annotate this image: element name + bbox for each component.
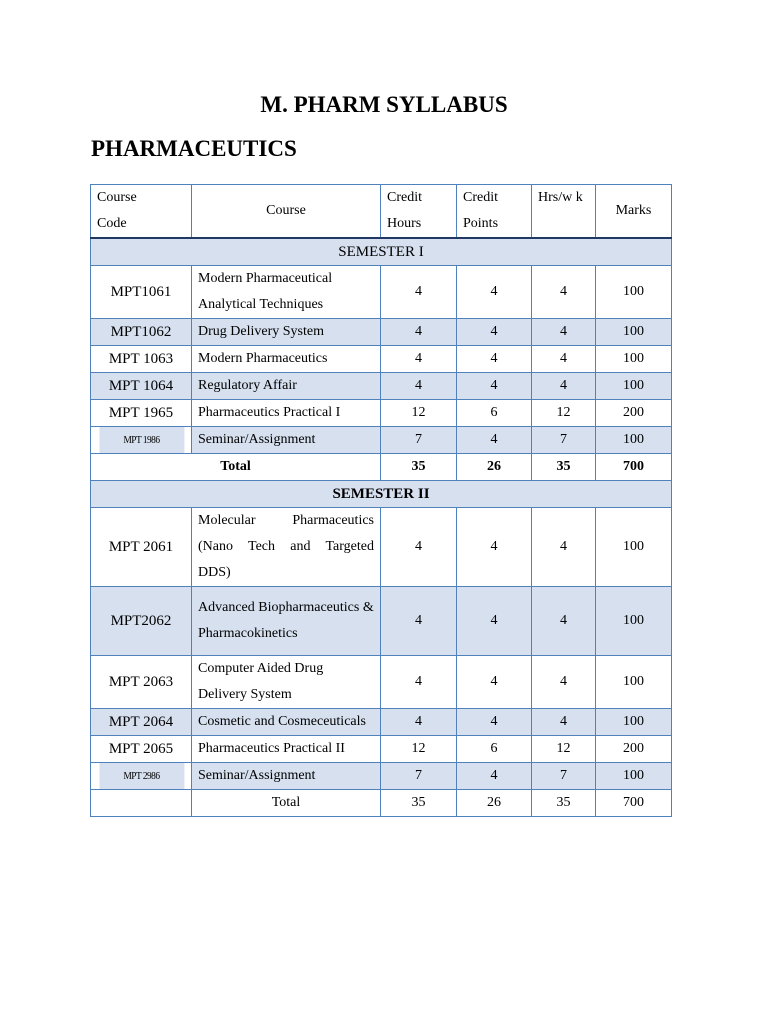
course-code: MPT1062 — [91, 319, 192, 346]
marks: 100 — [596, 319, 672, 346]
marks: 100 — [596, 763, 672, 790]
course-code: MPT2062 — [91, 587, 192, 656]
course-name: Pharmaceutics Practical I — [192, 400, 381, 427]
header-course: Course — [192, 185, 381, 239]
hrs-wk: 4 — [532, 319, 596, 346]
course-name: Molecular Pharmaceutics (Nano Tech and Targeted DDS) — [192, 508, 381, 587]
header-course-code: Course Code — [91, 185, 192, 239]
table-header-row — [91, 185, 672, 239]
total-credit-points: 26 — [457, 454, 532, 481]
marks: 200 — [596, 400, 672, 427]
hrs-wk: 4 — [532, 373, 596, 400]
course-name: Cosmetic and Cosmeceuticals — [192, 709, 381, 736]
credit-points: 4 — [457, 709, 532, 736]
credit-hours: 4 — [381, 373, 457, 400]
credit-points: 4 — [457, 266, 532, 319]
semester-1-label: SEMESTER I — [91, 238, 672, 266]
credit-points: 4 — [457, 346, 532, 373]
credit-hours: 7 — [381, 763, 457, 790]
semester-2-header — [91, 481, 672, 508]
course-name: Modern Pharmaceutical Analytical Techniques — [192, 266, 381, 319]
marks: 100 — [596, 266, 672, 319]
total-marks: 700 — [596, 454, 672, 481]
page-subtitle: PHARMACEUTICS — [91, 136, 297, 161]
semester-2-label: SEMESTER II — [91, 481, 672, 508]
marks: 200 — [596, 736, 672, 763]
marks: 100 — [596, 427, 672, 454]
hrs-wk: 12 — [532, 736, 596, 763]
credit-points: 6 — [457, 400, 532, 427]
table-row — [91, 427, 672, 454]
table-row — [91, 709, 672, 736]
table-row — [91, 508, 672, 587]
course-code: MPT 2065 — [91, 736, 192, 763]
marks: 100 — [596, 656, 672, 709]
total-label: Total — [91, 454, 381, 481]
table-row — [91, 400, 672, 427]
credit-points: 4 — [457, 763, 532, 790]
table-row — [91, 763, 672, 790]
marks: 100 — [596, 587, 672, 656]
course-name: Regulatory Affair — [192, 373, 381, 400]
marks: 100 — [596, 709, 672, 736]
course-code: MPT 1064 — [91, 373, 192, 400]
credit-hours: 4 — [381, 319, 457, 346]
course-code: MPT 1063 — [91, 346, 192, 373]
semester-2-total-row — [91, 790, 672, 817]
credit-points: 4 — [457, 427, 532, 454]
course-code: MPT 2063 — [91, 656, 192, 709]
hrs-wk: 4 — [532, 656, 596, 709]
hrs-wk: 7 — [532, 427, 596, 454]
hrs-wk: 4 — [532, 346, 596, 373]
semester-1-header — [91, 238, 672, 266]
total-marks: 700 — [596, 790, 672, 817]
credit-points: 4 — [457, 587, 532, 656]
table-row — [91, 373, 672, 400]
course-name: Drug Delivery System — [192, 319, 381, 346]
credit-points: 4 — [457, 373, 532, 400]
marks: 100 — [596, 508, 672, 587]
credit-points: 4 — [457, 656, 532, 709]
total-credit-points: 26 — [457, 790, 532, 817]
hrs-wk: 12 — [532, 400, 596, 427]
credit-hours: 4 — [381, 266, 457, 319]
course-code: MPT 1965 — [91, 400, 192, 427]
marks: 100 — [596, 346, 672, 373]
hrs-wk: 4 — [532, 709, 596, 736]
table-row — [91, 656, 672, 709]
table-row — [91, 319, 672, 346]
header-credit-points: Credit Points — [457, 185, 532, 239]
marks: 100 — [596, 373, 672, 400]
table-row — [91, 587, 672, 656]
course-code: MPT 2986 — [98, 763, 184, 790]
total-hrs-wk: 35 — [532, 454, 596, 481]
credit-hours: 4 — [381, 709, 457, 736]
course-code: MPT1061 — [91, 266, 192, 319]
credit-hours: 12 — [381, 736, 457, 763]
page-title: M. PHARM SYLLABUS — [260, 92, 508, 117]
credit-hours: 4 — [381, 508, 457, 587]
table-row — [91, 736, 672, 763]
hrs-wk: 4 — [532, 266, 596, 319]
total-hrs-wk: 35 — [532, 790, 596, 817]
credit-hours: 4 — [381, 346, 457, 373]
credit-hours: 4 — [381, 587, 457, 656]
course-code: MPT 1986 — [98, 427, 184, 454]
credit-points: 4 — [457, 508, 532, 587]
course-name: Seminar/Assignment — [192, 763, 381, 790]
course-name: Seminar/Assignment — [192, 427, 381, 454]
syllabus-table — [90, 184, 672, 817]
credit-hours: 7 — [381, 427, 457, 454]
course-name: Computer Aided Drug Delivery System — [192, 656, 381, 709]
hrs-wk: 7 — [532, 763, 596, 790]
table-row — [91, 266, 672, 319]
total-credit-hours: 35 — [381, 790, 457, 817]
header-credit-hours: Credit Hours — [381, 185, 457, 239]
header-hrs-wk: Hrs/w k — [532, 185, 596, 239]
header-marks: Marks — [596, 185, 672, 239]
total-label: Total — [192, 790, 381, 817]
semester-1-total-row — [91, 454, 672, 481]
total-credit-hours: 35 — [381, 454, 457, 481]
credit-hours: 4 — [381, 656, 457, 709]
table-row — [91, 346, 672, 373]
total-empty-cell — [91, 790, 192, 817]
credit-hours: 12 — [381, 400, 457, 427]
course-name: Pharmaceutics Practical II — [192, 736, 381, 763]
credit-points: 4 — [457, 319, 532, 346]
hrs-wk: 4 — [532, 587, 596, 656]
course-code: MPT 2064 — [91, 709, 192, 736]
course-name: Advanced Biopharmaceutics & Pharmacokinetics — [192, 587, 381, 656]
hrs-wk: 4 — [532, 508, 596, 587]
credit-points: 6 — [457, 736, 532, 763]
course-code: MPT 2061 — [91, 508, 192, 587]
course-name: Modern Pharmaceutics — [192, 346, 381, 373]
